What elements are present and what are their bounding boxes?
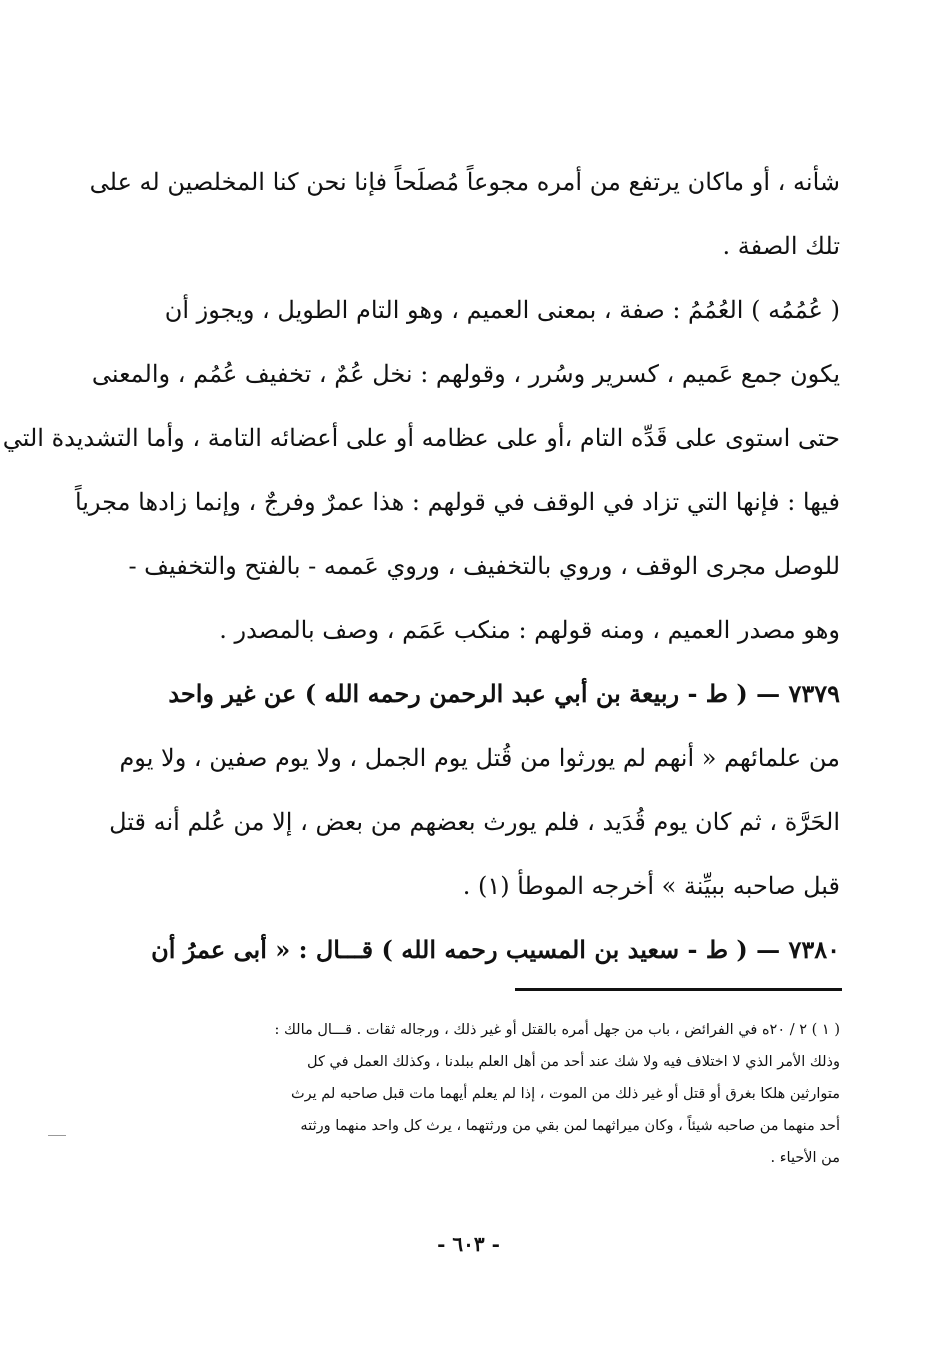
footnote-line: ( ١ ) ٢ / ٢٠ه في الفرائض ، باب من جهل أمره بالقتل أو غير ذلك ، ورجاله ثقات . قـــال مالك : [274,1022,840,1038]
main-text-block [2,150,840,982]
body-line: للوصل مجرى الوقف ، وروي بالتخفيف ، وروي عَممه - بالفتح والتخفيف - [128,552,840,580]
hadith-7380-heading: ٧٣٨٠ — ( ط - سعيد بن المسيب رحمه الله ) قـــال : « أبى عمرُ أن [151,935,840,964]
footnote-line: متوارثين هلكا بغرق أو قتل أو غير ذلك من الموت ، إذا لم يعلم أيهما مات قبل صاحبه لم يرث [290,1086,840,1102]
page-number: - ٦٠٣ - [437,1232,500,1256]
footnote-divider [515,988,842,991]
body-line: وهو مصدر العميم ، ومنه قولهم : منكب عَمَم ، وصف بالمصدر . [219,616,840,644]
hadith-7379-heading: ٧٣٧٩ — ( ط - ربيعة بن أبي عبد الرحمن رحمه الله ) عن غير واحد [168,679,840,708]
footnote-line: أحد منهما من صاحبه شيئاً ، وكان ميراثهما لمن بقي من ورثتهما ، يرث كل واحد منهما ورثته [300,1118,840,1134]
body-line: حتى استوى على قَدِّه التام ،أو على عظامه أو على أعضائه التامة ، وأما التشديدة التي [2,424,840,452]
footnotes-block [100,1014,840,1174]
body-line: من علمائهم « أنهم لم يورثوا من قُتل يوم الجمل ، ولا يوم صفين ، ولا يوم [119,744,840,772]
body-line: فيها : فإنها التي تزاد في الوقف في قولهم : هذا عمرٌ وفرجٌ ، وإنما زادها مجرياً [74,488,840,516]
body-line: قبل صاحبه ببيِّنة » أخرجه الموطأ (١) . [462,872,840,900]
body-line: يكون جمع عَميم ، كسرير وسُرر ، وقولهم : نخل عُمٌ ، تخفيف عُمُم ، والمعنى [91,360,840,388]
body-line: تلك الصفة . [722,232,840,260]
body-line: ( عُمُمُه ) العُمُمُ : صفة ، بمعنى العميم ، وهو التام الطويل ، ويجوز أن [164,296,840,324]
margin-mark [48,1135,66,1136]
body-line: الحَرَّة ، ثم كان يوم قُدَيد ، فلم يورث بعضهم من بعض ، إلا من عُلم أنه قتل [109,808,840,836]
body-line: شأنه ، أو ماكان يرتفع من أمره مجوعاً مُصلَحاً فإنا نحن كنا المخلصين له على [89,168,840,196]
footnote-line: من الأحياء . [770,1150,840,1166]
footnote-line: وذلك الأمر الذي لا اختلاف فيه ولا شك عند أحد من أهل العلم ببلدنا ، وكذلك العمل في كل [307,1054,840,1070]
